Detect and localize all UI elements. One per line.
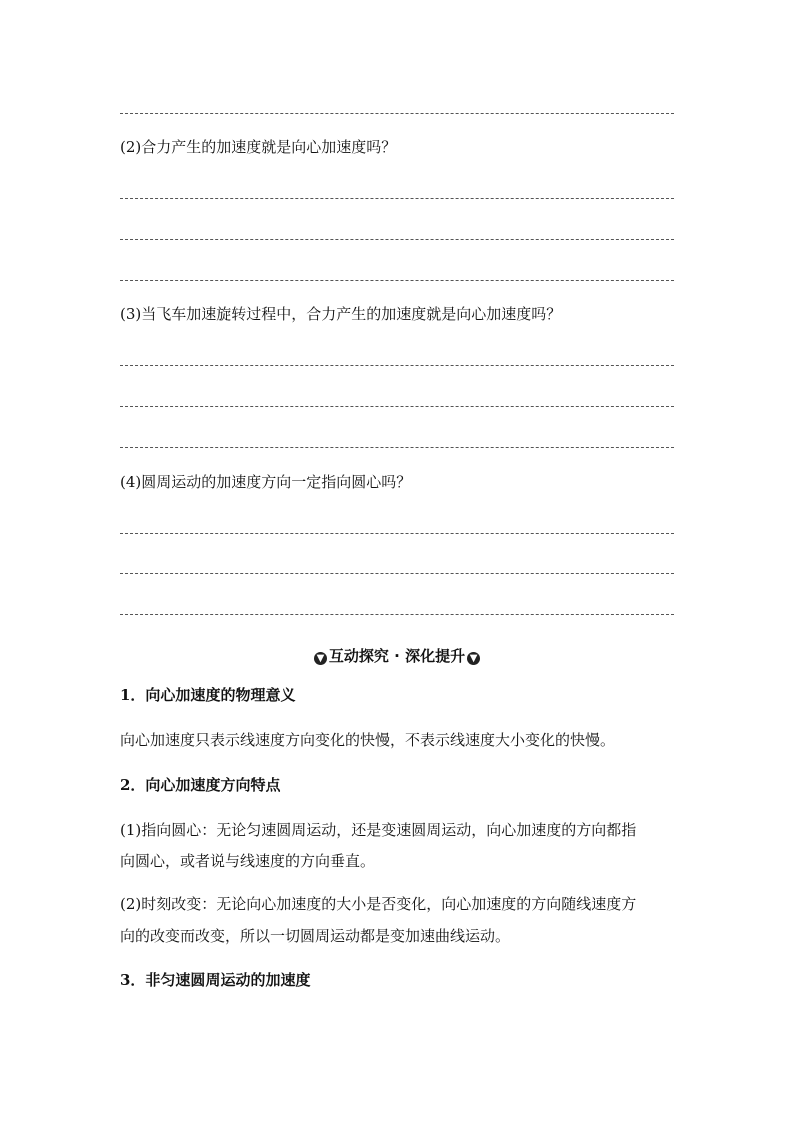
answer-line[interactable] bbox=[120, 447, 674, 448]
section-banner bbox=[120, 646, 674, 666]
answer-line[interactable] bbox=[120, 280, 674, 281]
answer-line[interactable] bbox=[120, 365, 674, 366]
answer-line[interactable] bbox=[120, 113, 674, 114]
point-2-item-2-line-2: 向的改变而改变，所以一切圆周运动都是变加速曲线运动。 bbox=[120, 927, 511, 945]
answer-line[interactable] bbox=[120, 239, 674, 240]
answer-line[interactable] bbox=[120, 406, 674, 407]
answer-line[interactable] bbox=[120, 614, 674, 615]
question-3: (3)当飞车加速旋转过程中，合力产生的加速度就是向心加速度吗？ bbox=[120, 305, 562, 323]
point-3-heading: 3．非匀速圆周运动的加速度 bbox=[120, 971, 311, 989]
point-2-heading: 2．向心加速度方向特点 bbox=[120, 776, 281, 794]
section-title: 互动探究 · 深化提升 bbox=[328, 647, 466, 665]
answer-line[interactable] bbox=[120, 198, 674, 199]
point-1-heading: 1．向心加速度的物理意义 bbox=[120, 686, 296, 704]
chevron-down-icon: ▼ bbox=[467, 652, 480, 665]
question-4: (4)圆周运动的加速度方向一定指向圆心吗？ bbox=[120, 473, 412, 491]
point-2-item-1-line-1: (1)指向圆心：无论匀速圆周运动，还是变速圆周运动，向心加速度的方向都指 bbox=[120, 821, 637, 839]
point-2-item-1-line-2: 向圆心，或者说与线速度的方向垂直。 bbox=[120, 852, 376, 870]
answer-line[interactable] bbox=[120, 573, 674, 574]
answer-line[interactable] bbox=[120, 533, 674, 534]
chevron-down-icon: ▼ bbox=[314, 652, 327, 665]
point-2-item-2-line-1: (2)时刻改变：无论向心加速度的大小是否变化，向心加速度的方向随线速度方 bbox=[120, 895, 637, 913]
point-1-text: 向心加速度只表示线速度方向变化的快慢，不表示线速度大小变化的快慢。 bbox=[120, 731, 616, 749]
question-2: (2)合力产生的加速度就是向心加速度吗？ bbox=[120, 138, 397, 156]
